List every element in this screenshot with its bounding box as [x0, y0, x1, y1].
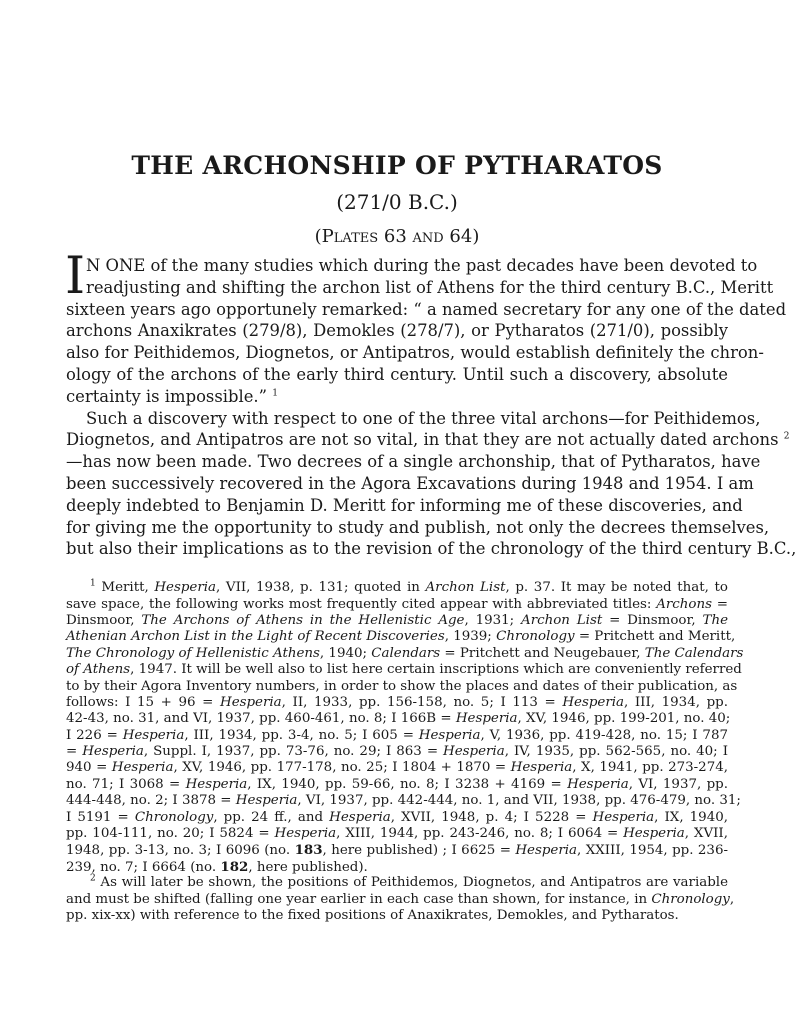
footnote-line: $^2$ As will later be shown, the positions of Peithidemos, Diognetos, and Antipatros are variable [90, 873, 728, 891]
footnote-number: 1 [90, 578, 96, 589]
footnote-line: Dinsmoor, The Archons of Athens in the Hellenistic Age, 1931; Archon List = Dinsmoor, The [66, 612, 728, 628]
footnote-line: pp. xix-xx) with reference to the fixed positions of Anaxikrates, Demokles, and Pytharatos. [66, 907, 679, 923]
italic-title: Hesperia [510, 760, 573, 776]
italic-title: Hesperia [82, 744, 144, 760]
italic-title: Hesperia [111, 760, 174, 776]
italic-title: Hesperia [235, 793, 298, 809]
paragraph-line: also for Peithidemos, Diognetos, or Antipatros, would establish definitely the chron- [66, 343, 764, 363]
italic-title: The Archons of Athens in the Hellenistic Age [141, 612, 465, 628]
paragraph-line: Such a discovery with respect to one of the three vital archons—for Peithidemos, [86, 408, 761, 428]
footnote-separator [66, 560, 728, 580]
italic-title: Hesperia [623, 826, 685, 842]
italic-title: Hesperia [443, 744, 505, 760]
italic-title: Archon List [521, 612, 603, 628]
footnote-line: I 226 = Hesperia, III, 1934, pp. 3-4, no. 5; I 605 = Hesperia, V, 1936, pp. 419-428, no. 15; I 787 [66, 727, 728, 743]
paragraph-line: for giving me the opportunity to study and publish, not only the decrees themselves, [66, 517, 770, 537]
italic-title: Calendars [371, 645, 441, 661]
footnote-ref-2[interactable]: 2 [783, 431, 790, 442]
italic-title: Hesperia [592, 809, 655, 825]
paragraph-2 [66, 408, 796, 561]
footnote-line: to by their Agora Inventory numbers, in order to show the places and dates of their publication, as [66, 678, 738, 694]
footnote-line: 940 = Hesperia, XV, 1946, pp. 177-178, no. 25; I 1804 + 1870 = Hesperia, X, 1941, pp. 273-274, [66, 760, 728, 776]
italic-title: Hesperia [329, 809, 391, 825]
italic-title: Hesperia [515, 843, 577, 859]
italic-title: Hesperia [562, 694, 625, 710]
italic-title: Archons [656, 596, 712, 612]
footnote-line: Athenian Archon List in the Light of Recent Discoveries, 1939; Chronology = Pritchett and Meritt, [66, 629, 736, 645]
footnote-line: pp. 104-111, no. 20; I 5824 = Hesperia, XIII, 1944, pp. 243-246, no. 8; I 6064 = Hesperia, XVII, [66, 826, 728, 842]
bold-number: 183 [294, 842, 323, 859]
italic-title: of Athens [66, 662, 131, 678]
footnote-line: 42-43, no. 31, and VI, 1937, pp. 460-461, no. 8; I 166B = Hesperia, XV, 1946, pp. 199-201, no. 40; [66, 711, 731, 727]
footnotes [66, 578, 744, 924]
paragraph-line: Diognetos, and Antipatros are not so vital, in that they are not actually dated archons $^2$ [66, 430, 790, 450]
paragraph-line: been successively recovered in the Agora Excavations during 1948 and 1954. I am [66, 473, 754, 493]
footnote-line: The Chronology of Hellenistic Athens, 1940; Calendars = Pritchett and Neugebauer, The Calendars [66, 645, 744, 661]
drop-cap: I [65, 247, 86, 306]
paragraph-line: readjusting and shifting the archon list of Athens for the third century B.C., Meritt [86, 277, 774, 297]
footnote-line: and must be shifted (falling one year earlier in each case than shown, for instance, in Chronology, [66, 891, 735, 907]
paragraph-line: certainty is impossible.” $^1$ [66, 386, 278, 406]
italic-title: Hesperia [567, 776, 629, 792]
footnote-line: 239, no. 7; I 6664 (no. 182, here published). [66, 858, 368, 875]
bold-number: 182 [220, 858, 249, 875]
footnote-ref-1[interactable]: 1 [272, 388, 278, 399]
paragraph-line: —has now been made. Two decrees of a single archonship, that of Pytharatos, have [66, 452, 761, 472]
footnote-line: I 5191 = Chronology, pp. 24 ff., and Hesperia, XVII, 1948, p. 4; I 5228 = Hesperia, IX, 1940, [66, 809, 728, 825]
plates-text: Plates 63 and 64 [321, 226, 473, 247]
italic-title: The [702, 612, 728, 628]
italic-title: Chronology [651, 891, 730, 907]
italic-title: Hesperia [274, 826, 337, 842]
italic-title: The Calendars [644, 645, 744, 661]
plates-reference: (Plates 63 and 64) [314, 226, 480, 247]
italic-title: Chronology [496, 629, 575, 645]
italic-title: Hesperia [185, 776, 248, 792]
italic-title: Hesperia [455, 711, 518, 727]
paragraph-line: sixteen years ago opportunely remarked: “ a named secretary for any one of the dated [66, 299, 787, 319]
footnote-line: no. 71; I 3068 = Hesperia, IX, 1940, pp. 59-66, no. 8; I 3238 + 4169 = Hesperia, VI, 1937, pp. [66, 776, 728, 792]
paragraph-line: but also their implications as to the revision of the chronology of the third century B.C., [66, 539, 796, 559]
footnote-line: 1948, pp. 3-13, no. 3; I 6096 (no. 183, here published) ; I 6625 = Hesperia, XXIII, 1954, pp. 236- [66, 842, 728, 859]
paragraph-line: ology of the archons of the early third century. Until such a discovery, absolute [66, 364, 728, 384]
footnote-line: follows: I 15 + 96 = Hesperia, II, 1933, pp. 156-158, no. 5; I 113 = Hesperia, III, 1934, pp. [66, 694, 728, 710]
footnote-line: = Hesperia, Suppl. I, 1937, pp. 73-76, no. 29; I 863 = Hesperia, IV, 1935, pp. 562-565, no. 40; I [66, 744, 728, 760]
italic-title: The Chronology of Hellenistic Athens [66, 645, 320, 661]
subtitle-era: B.C.) [408, 190, 458, 214]
footnote-line: save space, the following works most frequently cited appear with abbreviated titles: Archons = [66, 596, 728, 612]
subtitle-year: (271/0 [336, 190, 402, 214]
italic-title: Archon List [425, 580, 506, 596]
italic-title: Hesperia [418, 727, 481, 743]
italic-title: Hesperia [220, 694, 282, 710]
footnote-line: 444-448, no. 2; I 3878 = Hesperia, VI, 1937, pp. 442-444, no. 1, and VII, 1938, pp. 476-479, no. 31; [66, 793, 741, 809]
paragraph-line: deeply indebted to Benjamin D. Meritt for informing me of these discoveries, and [66, 495, 743, 515]
article-title: THE ARCHONSHIP OF PYTHARATOS [131, 151, 663, 180]
footnote-2 [66, 873, 735, 924]
article-page [65, 148, 796, 924]
footnote-1 [66, 578, 744, 875]
paragraph-1 [65, 247, 787, 408]
footnote-number: 2 [90, 873, 96, 884]
italic-title: Athenian Archon List in the Light of Recent Discoveries [66, 629, 445, 645]
footnote-line: $^1$ Meritt, Hesperia, VII, 1938, p. 131; quoted in Archon List, p. 37. It may be noted that, to [90, 578, 728, 596]
italic-title: Hesperia [122, 727, 185, 743]
italic-title: Chronology [134, 809, 214, 825]
article-subtitle [66, 184, 728, 220]
footnote-line: of Athens, 1947. It will be well also to list here certain inscriptions which are conveniently referred [66, 662, 742, 678]
italic-title: Hesperia [154, 580, 216, 596]
paragraph-line: N ONE of the many studies which during the past decades have been devoted to [86, 256, 758, 275]
paragraph-line: archons Anaxikrates (279/8), Demokles (278/7), or Pytharatos (271/0), possibly [66, 321, 728, 341]
